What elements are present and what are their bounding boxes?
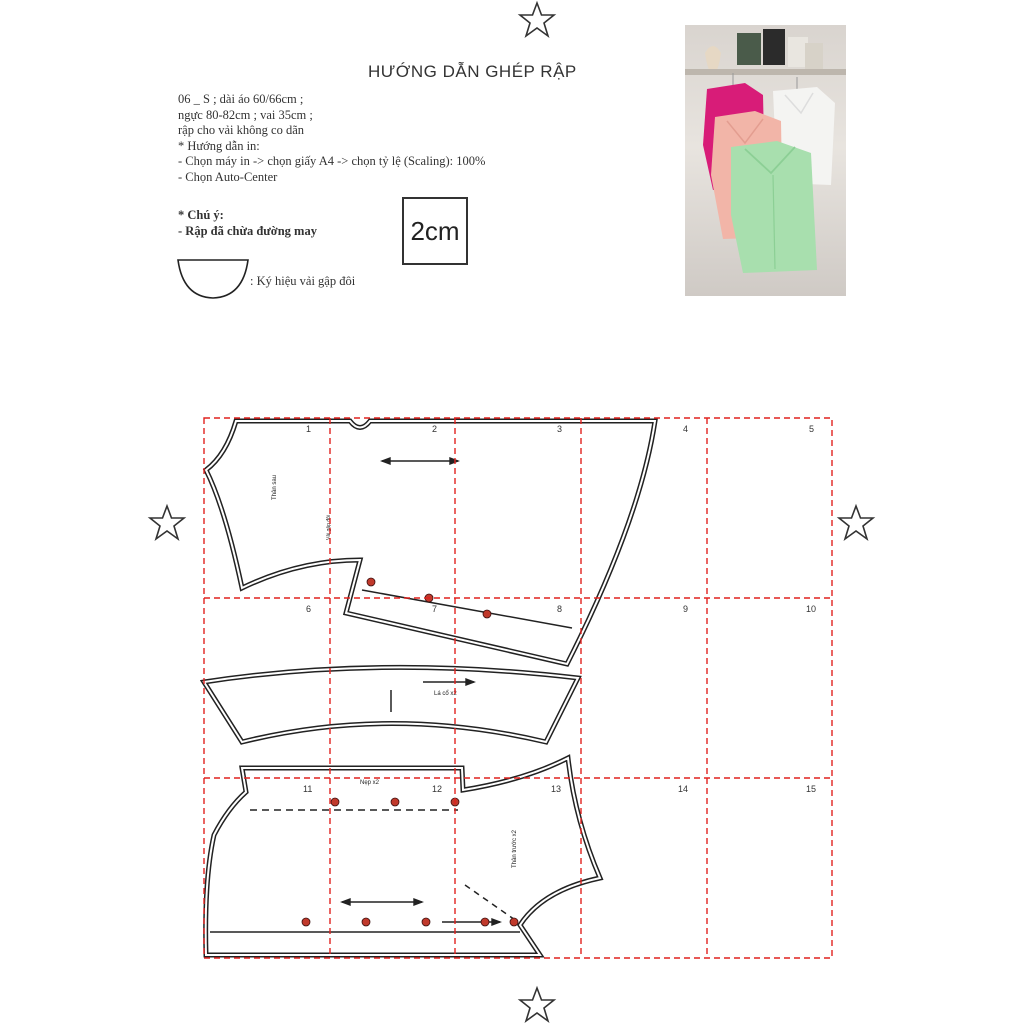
button-mark — [422, 918, 430, 926]
page-number: 6 — [306, 604, 312, 614]
piece-collar — [204, 667, 578, 742]
page-number: 4 — [683, 424, 689, 434]
fold-symbol-label: : Ký hiệu vải gập đôi — [250, 274, 356, 288]
back-fold-label: Vải gập đôi — [326, 514, 332, 540]
page-numbers — [303, 424, 816, 794]
page-number: 5 — [809, 424, 815, 434]
scale-box — [402, 197, 468, 265]
button-mark — [481, 918, 489, 926]
button-mark — [362, 918, 370, 926]
page-number: 3 — [557, 424, 563, 434]
scale-box-label: 2cm — [410, 215, 460, 246]
note-block — [178, 207, 317, 239]
note-text: - Rập đã chừa đường may — [178, 224, 317, 238]
star-icon-right — [836, 503, 876, 543]
page-number: 9 — [683, 604, 689, 614]
button-mark — [367, 578, 375, 586]
front-label: Thân trước x2 — [512, 830, 518, 868]
piece-back-bodice — [206, 421, 655, 664]
placket-label: Nẹp x2 — [360, 780, 380, 786]
product-photo — [685, 25, 846, 296]
button-mark — [302, 918, 310, 926]
page-number: 10 — [806, 604, 817, 614]
print-guide-step-2: - Chọn Auto-Center — [178, 169, 278, 184]
page-number: 11 — [303, 784, 313, 794]
button-mark — [391, 798, 399, 806]
page-grid — [204, 418, 832, 958]
star-icon-bottom — [517, 985, 557, 1025]
print-guide-heading: * Hướng dẫn in: — [178, 138, 260, 153]
fold-symbol-icon — [177, 259, 249, 299]
button-mark — [510, 918, 518, 926]
print-guide-step-1: - Chọn máy in -> chọn giấy A4 -> chọn tỷ lệ (Scaling): 100% — [178, 154, 486, 168]
star-icon-left — [147, 503, 187, 543]
button-mark — [331, 798, 339, 806]
size-line-2: ngực 80-82cm ; vai 35cm ; — [178, 107, 313, 122]
page-number: 1 — [306, 424, 312, 434]
piece-front-bodice — [206, 758, 600, 955]
star-icon-top — [517, 0, 557, 40]
page-number: 8 — [557, 604, 563, 614]
page-number: 12 — [432, 784, 443, 794]
page-number: 15 — [806, 784, 817, 794]
page-number: 13 — [551, 784, 562, 794]
note-heading: * Chú ý: — [178, 208, 224, 222]
page-number: 2 — [432, 424, 438, 434]
page-number: 7 — [432, 604, 438, 614]
size-line-1: 06 _ S ; dài áo 60/66cm ; — [178, 92, 304, 106]
size-line-3: rập cho vải không co dãn — [178, 123, 305, 137]
pattern-sheet — [200, 414, 836, 962]
page-title: HƯỚNG DẪN GHÉP RẬP — [368, 62, 577, 81]
size-info — [178, 92, 485, 185]
collar-label: Lá cổ x2 — [434, 691, 457, 697]
back-label: Thân sau — [272, 474, 278, 500]
button-mark — [483, 610, 491, 618]
grainline-arrows — [342, 458, 500, 925]
page-number: 14 — [678, 784, 689, 794]
